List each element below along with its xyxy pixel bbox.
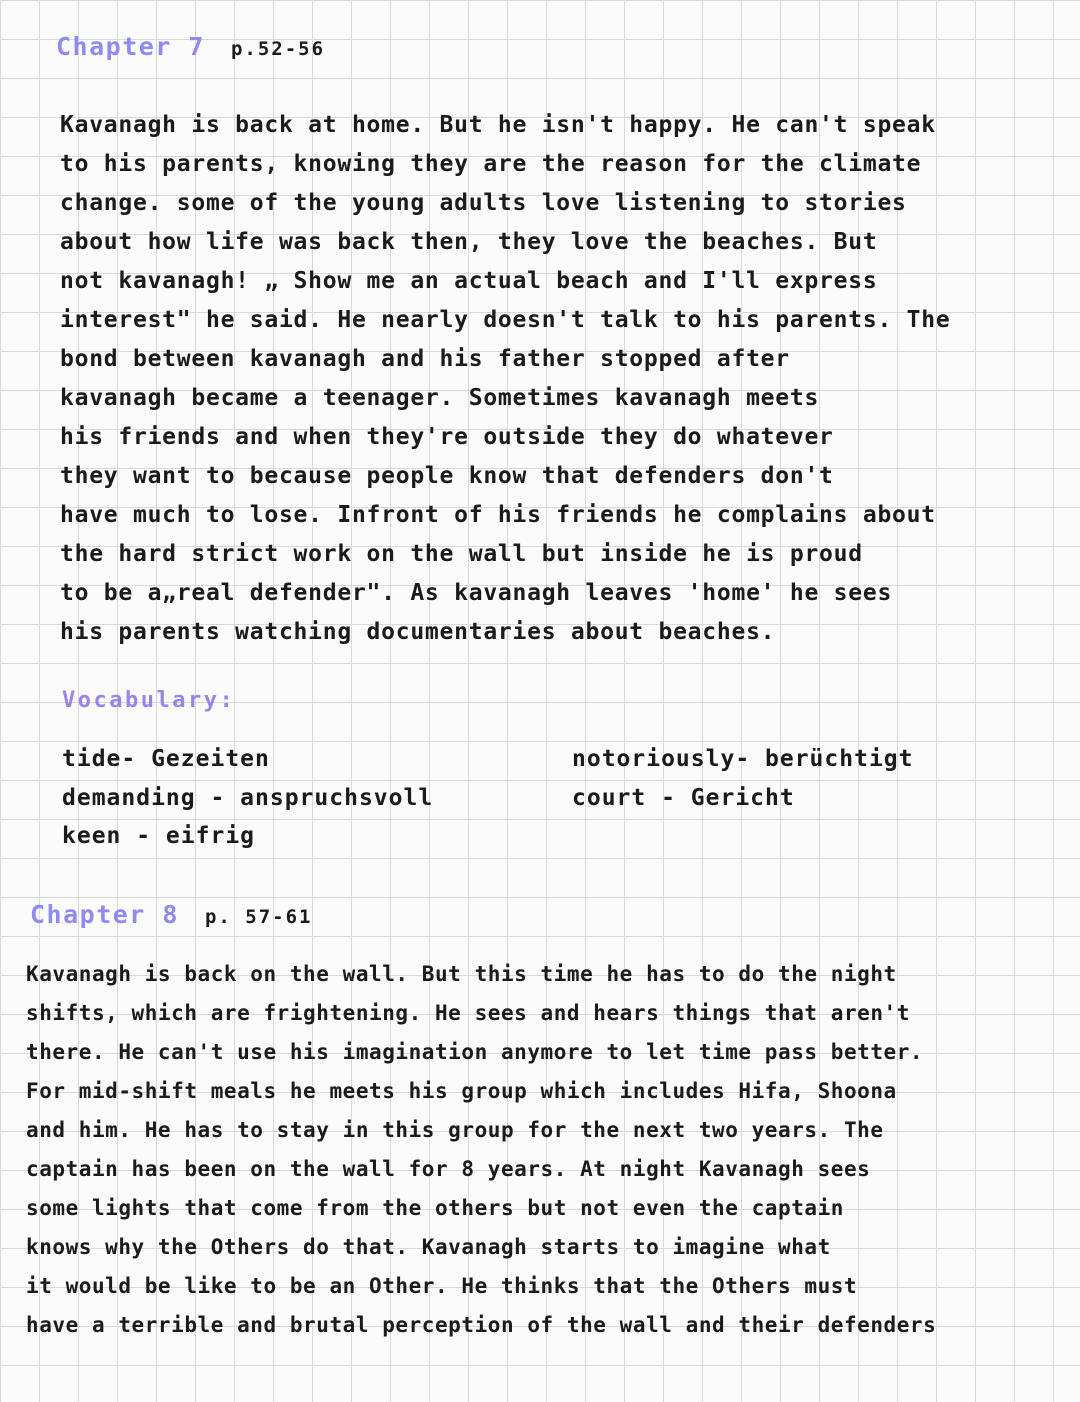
- chapter-7-pages: p.52-56: [230, 38, 326, 60]
- vocabulary-entry: tide- Gezeiten: [62, 746, 270, 772]
- chapter-8-title: Chapter 8: [30, 900, 179, 929]
- chapter-7-line: to be a„real defender". As kavanagh leaves 'home' he sees: [60, 580, 893, 606]
- chapter-8-line: it would be like to be an Other. He thinks that the Others must: [26, 1274, 858, 1298]
- chapter-8-line: some lights that come from the others but not even the captain: [26, 1196, 844, 1220]
- chapter-7-line: not kavanagh! „ Show me an actual beach and I'll express: [60, 268, 878, 294]
- vocabulary-entry: demanding - anspruchsvoll: [62, 784, 434, 811]
- vocabulary-left-list: [62, 740, 433, 856]
- chapter-7-line: about how life was back then, they love the beaches. But: [60, 229, 878, 255]
- chapter-7-line: change. some of the young adults love listening to stories: [60, 190, 907, 216]
- chapter-8-line: knows why the Others do that. Kavanagh starts to imagine what: [26, 1235, 831, 1259]
- vocabulary-entry: notoriously- berüchtigt: [572, 746, 914, 772]
- chapter-8-line: captain has been on the wall for 8 years. At night Kavanagh sees: [26, 1157, 871, 1181]
- chapter-7-line: the hard strict work on the wall but inside he is proud: [60, 541, 863, 567]
- chapter-7-heading: [56, 32, 325, 61]
- chapter-7-summary: [60, 106, 950, 652]
- chapter-7-line: to his parents, knowing they are the reason for the climate: [60, 151, 922, 177]
- vocabulary-title: Vocabulary:: [62, 688, 236, 713]
- chapter-8-line: have a terrible and brutal perception of the wall and their defenders: [26, 1313, 937, 1337]
- chapter-7-line: they want to because people know that defenders don't: [60, 463, 834, 489]
- chapter-7-line: his parents watching documentaries about beaches.: [60, 619, 776, 645]
- chapter-7-title: Chapter 7: [56, 32, 205, 61]
- chapter-7-line: have much to lose. Infront of his friends he complains about: [60, 502, 936, 528]
- chapter-8-line: For mid-shift meals he meets his group which includes Hifa, Shoona: [26, 1079, 897, 1103]
- chapter-7-line: Kavanagh is back at home. But he isn't happy. He can't speak: [60, 112, 936, 138]
- chapter-8-pages: p. 57-61: [204, 906, 313, 928]
- chapter-8-line: Kavanagh is back on the wall. But this time he has to do the night: [26, 962, 897, 986]
- vocabulary-right-list: [572, 740, 914, 817]
- chapter-7-line: interest" he said. He nearly doesn't talk to his parents. The: [60, 307, 951, 333]
- chapter-7-line: his friends and when they're outside they do whatever: [60, 424, 834, 450]
- chapter-7-line: kavanagh became a teenager. Sometimes kavanagh meets: [60, 385, 820, 411]
- vocabulary-entry: court - Gericht: [572, 784, 795, 811]
- chapter-8-line: shifts, which are frightening. He sees and hears things that aren't: [26, 1001, 910, 1025]
- chapter-8-summary: [26, 955, 936, 1345]
- chapter-8-line: and him. He has to stay in this group for the next two years. The: [26, 1118, 884, 1142]
- chapter-8-line: there. He can't use his imagination anymore to let time pass better.: [26, 1040, 924, 1064]
- vocabulary-entry: keen - eifrig: [62, 823, 256, 849]
- chapter-7-line: bond between kavanagh and his father stopped after: [60, 346, 790, 372]
- chapter-8-heading: [30, 900, 312, 929]
